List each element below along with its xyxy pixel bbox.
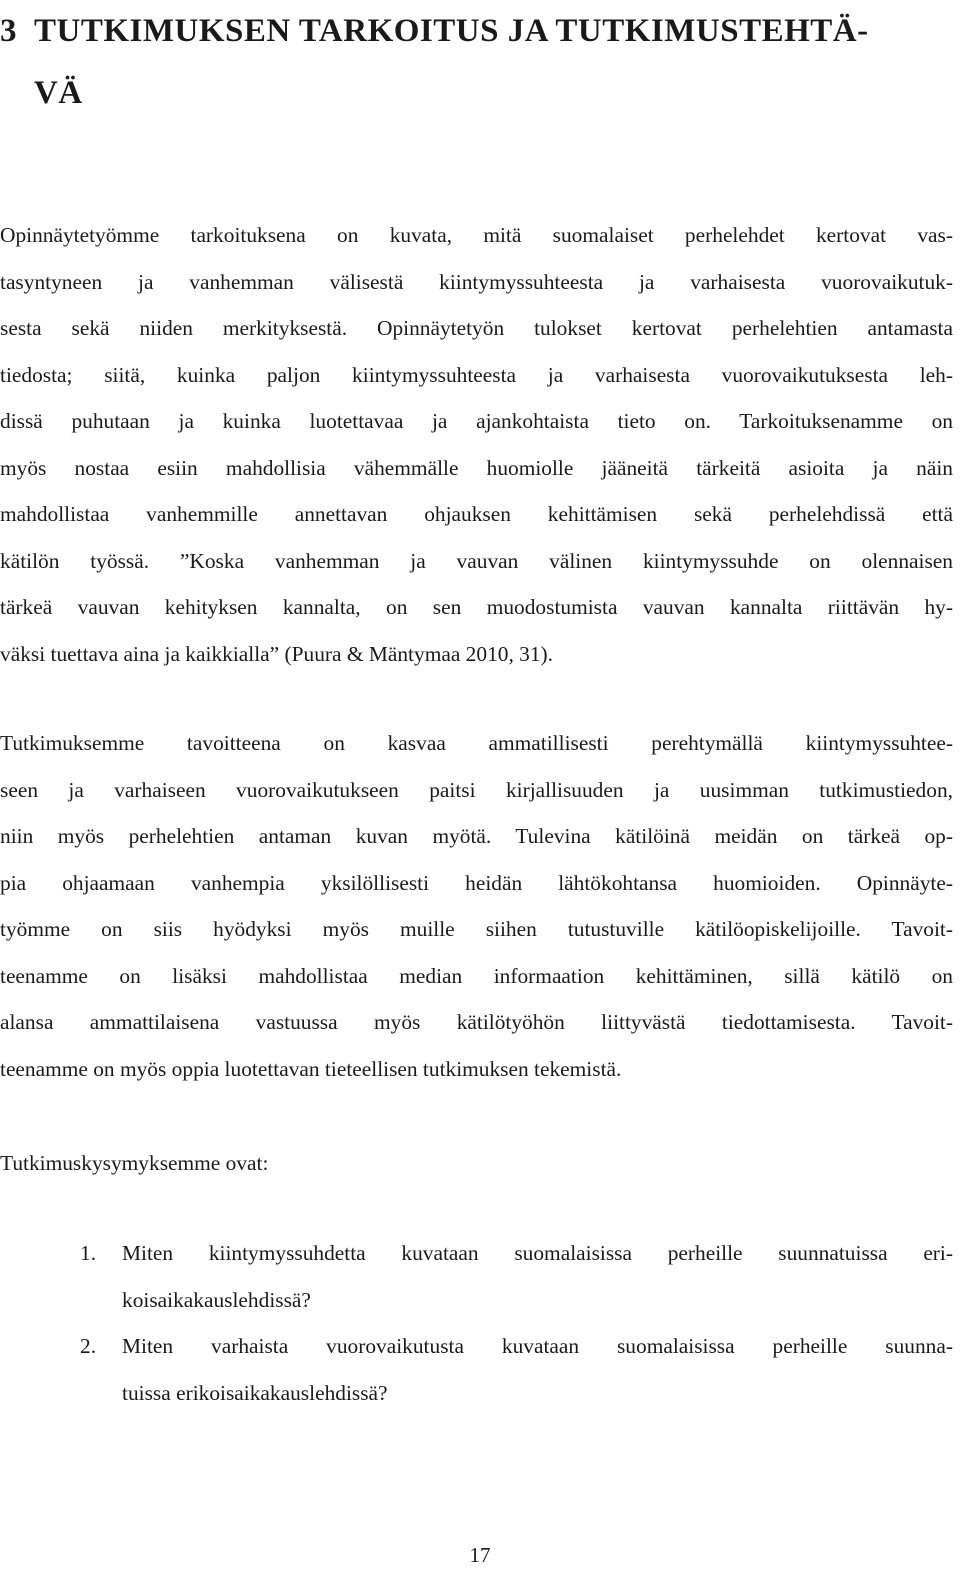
question-line: Miten kiintymyssuhdetta kuvataan suomalaisissa perheille suunnatuissa eri- — [122, 1241, 953, 1265]
paragraph-line: väksi tuettava aina ja kaikkialla” (Puura & Mäntymaa 2010, 31). — [0, 641, 554, 666]
chapter-title-line-1: TUTKIMUKSEN TARKOITUS JA TUTKIMUSTEHTÄ- — [34, 13, 869, 49]
paragraph-purpose — [0, 212, 953, 677]
paragraph-line: myös nostaa esiin mahdollisia vähemmälle huomiolle jääneitä tärkeitä asioita ja näin — [0, 455, 953, 480]
paragraph-line: pia ohjaamaan vanhempia yksilöllisesti heidän lähtökohtansa huomioiden. Opinnäyte- — [0, 870, 953, 895]
paragraph-goals — [0, 720, 953, 1092]
paragraph-line: dissä puhutaan ja kuinka luotettavaa ja ajankohtaista tieto on. Tarkoituksenamme on — [0, 409, 953, 433]
paragraph-line: työmme on siis hyödyksi myös muille siihen tutustuville kätilöopiskelijoille. Tavoit- — [0, 917, 953, 941]
chapter-number: 3 — [0, 13, 17, 49]
paragraph-line: tiedosta; siitä, kuinka paljon kiintymyssuhteesta ja varhaisesta vuorovaikutuksesta leh- — [0, 362, 953, 387]
paragraph-line: mahdollistaa vanhemmille annettavan ohjauksen kehittämisen sekä perhelehdissä että — [0, 502, 953, 526]
chapter-heading — [0, 0, 960, 124]
paragraph-line: kätilön työssä. ”Koska vanhemman ja vauvan välinen kiintymyssuhde on olennaisen — [0, 548, 953, 573]
research-question — [80, 1230, 953, 1323]
paragraph-line: sesta sekä niiden merkityksestä. Opinnäytetyön tulokset kertovat perhelehtien antamasta — [0, 316, 953, 340]
research-questions-list — [80, 1230, 953, 1416]
paragraph-line: Opinnäytetyömme tarkoituksena on kuvata, mitä suomalaiset perhelehdet kertovat vas- — [0, 223, 953, 247]
list-number: 1. — [80, 1241, 97, 1265]
research-questions-intro: Tutkimuskysymyksemme ovat: — [0, 1151, 269, 1175]
question-line: Miten varhaista vuorovaikutusta kuvataan suomalaisissa perheille suunna- — [122, 1334, 953, 1358]
question-line: koisaikakauslehdissä? — [122, 1287, 311, 1312]
paragraph-line: Tutkimuksemme tavoitteena on kasvaa ammatillisesti perehtymällä kiintymyssuhtee- — [0, 731, 953, 755]
paragraph-line: teenamme on myös oppia luotettavan tieteellisen tutkimuksen tekemistä. — [0, 1056, 622, 1081]
paragraph-line: niin myös perhelehtien antaman kuvan myötä. Tulevina kätilöinä meidän on tärkeä op- — [0, 824, 953, 848]
research-question — [80, 1323, 953, 1416]
page-number: 17 — [469, 1543, 491, 1567]
question-line: tuissa erikoisaikakauslehdissä? — [122, 1380, 388, 1405]
list-number: 2. — [80, 1334, 97, 1358]
paragraph-line: alansa ammattilaisena vastuussa myös kätilötyöhön liittyvästä tiedottamisesta. Tavoit- — [0, 1010, 953, 1034]
chapter-title-line-2: VÄ — [34, 75, 83, 111]
paragraph-line: tärkeä vauvan kehityksen kannalta, on sen muodostumista vauvan kannalta riittävän hy- — [0, 595, 953, 619]
paragraph-line: tasyntyneen ja vanhemman välisestä kiintymyssuhteesta ja varhaisesta vuorovaikutuk- — [0, 269, 953, 294]
paragraph-line: teenamme on lisäksi mahdollistaa median informaation kehittäminen, sillä kätilö on — [0, 963, 953, 988]
paragraph-line: seen ja varhaiseen vuorovaikutukseen paitsi kirjallisuuden ja uusimman tutkimustiedon, — [0, 777, 953, 802]
